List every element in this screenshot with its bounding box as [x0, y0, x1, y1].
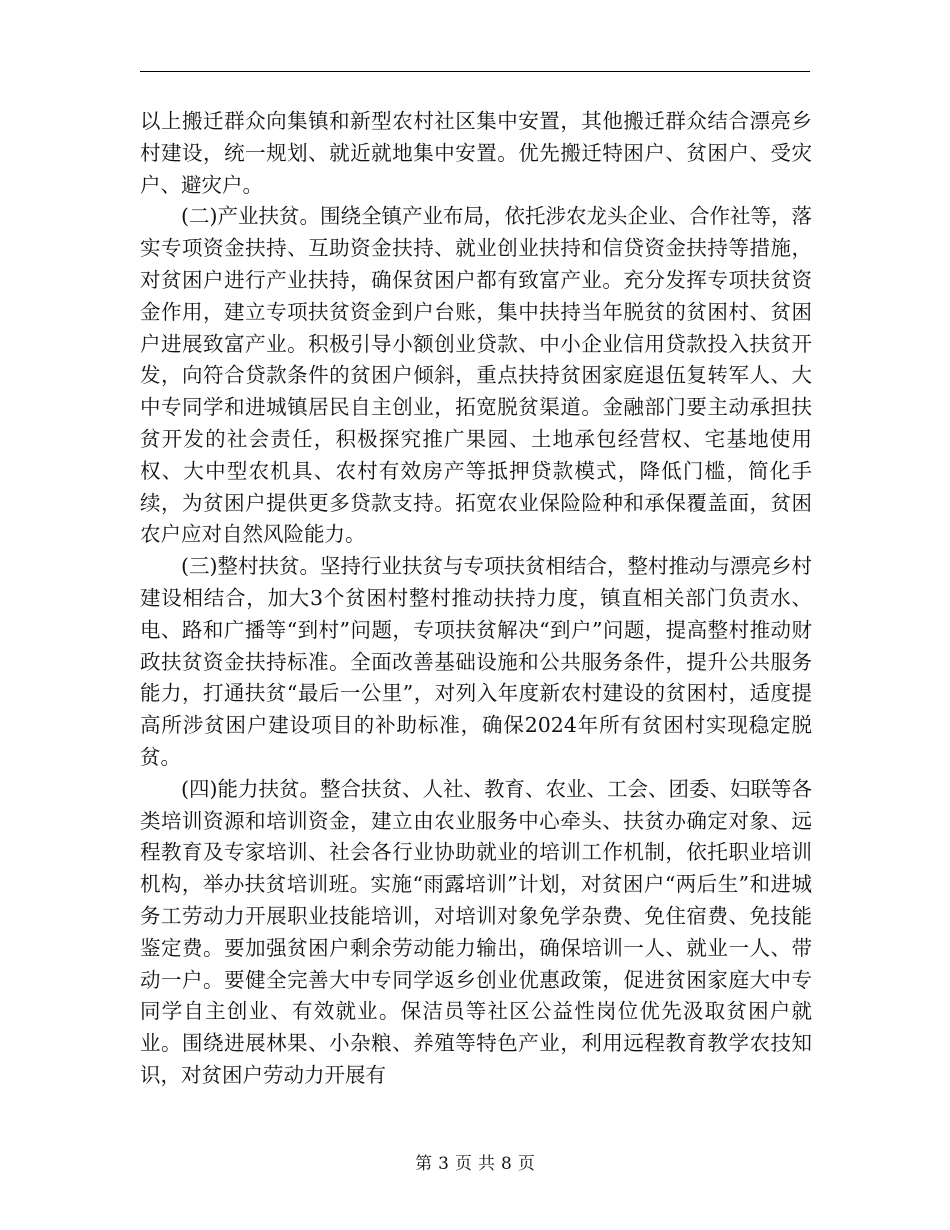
- footer-total-unit: 页: [517, 1154, 535, 1174]
- footer-total-pages: 8: [501, 1154, 512, 1174]
- paragraph-industry-poverty-relief: (二)产业扶贫。围绕全镇产业布局，依托涉农龙头企业、合作社等，落实专项资金扶持、互助资金扶持、就业创业扶持和信贷资金扶持等措施，对贫困户进行产业扶持，确保贫困户都有致富产业。充分发挥专项扶贫资金作用，建立专项扶贫资金到户台账，集中扶持当年脱贫的贫困村、贫困户进展致富产业。积极引导小额创业贷款、中小企业信用贷款投入扶贫开发，向符合贷款条件的贫困户倾斜，重点扶持贫困家庭退伍复转军人、大中专同学和进城镇居民自主创业，拓宽脱贫渠道。金融部门要主动承担扶贫开发的社会责任，积极探究推广果园、土地承包经营权、宅基地使用权、大中型农机具、农村有效房产等抵押贷款模式，降低门槛，简化手续，为贫困户提供更多贷款支持。拓宽农业保险险种和承保覆盖面，贫困农户应对自然风险能力。: [140, 204, 812, 547]
- header-rule: [140, 71, 810, 72]
- paragraph-capacity-poverty-relief: (四)能力扶贫。整合扶贫、人社、教育、农业、工会、团委、妇联等各类培训资源和培训资金，建立由农业服务中心牵头、扶贫办确定对象、远程教育及专家培训、社会各行业协助就业的培训工作机制，依托职业培训机构，举办扶贫培训班。实施“雨露培训”计划，对贫困户“两后生”和进城务工劳动力开展职业技能培训，对培训对象免学杂费、免住宿费、免技能鉴定费。要加强贫困户剩余劳动能力输出，确保培训一人、就业一人、带动一户。要健全完善大中专同学返乡创业优惠政策，促进贫困家庭大中专同学自主创业、有效就业。保洁员等社区公益性岗位优先汲取贫困户就业。围绕进展林果、小杂粮、养殖等特色产业，利用远程教育教学农技知识，对贫困户劳动力开展有: [140, 776, 812, 1087]
- paragraph-continued: 以上搬迁群众向集镇和新型农村社区集中安置，其他搬迁群众结合漂亮乡村建设，统一规划、就近就地集中安置。优先搬迁特困户、贫困户、受灾户、避灾户。: [140, 109, 812, 197]
- footer-page-unit: 页: [455, 1154, 472, 1174]
- paragraph-village-poverty-relief: (三)整村扶贫。坚持行业扶贫与专项扶贫相结合，整村推动与漂亮乡村建设相结合，加大3个贫困村整村推动扶持力度，镇直相关部门负责水、电、路和广播等“到村”问题，专项扶贫解决“到户”问题，提高整村推动财政扶贫资金扶持标准。全面改善基础设施和公共服务条件，提升公共服务能力，打通扶贫“最后一公里”，对列入年度新农村建设的贫困村，适度提高所涉贫困户建设项目的补助标准，确保2024年所有贫困村实现稳定脱贫。: [140, 554, 812, 769]
- body-text: [140, 106, 812, 1092]
- footer-prefix: 第: [415, 1154, 433, 1174]
- footer-page-number: 3: [438, 1154, 449, 1174]
- page-footer: [0, 1153, 950, 1175]
- footer-total-prefix: 共: [478, 1154, 495, 1174]
